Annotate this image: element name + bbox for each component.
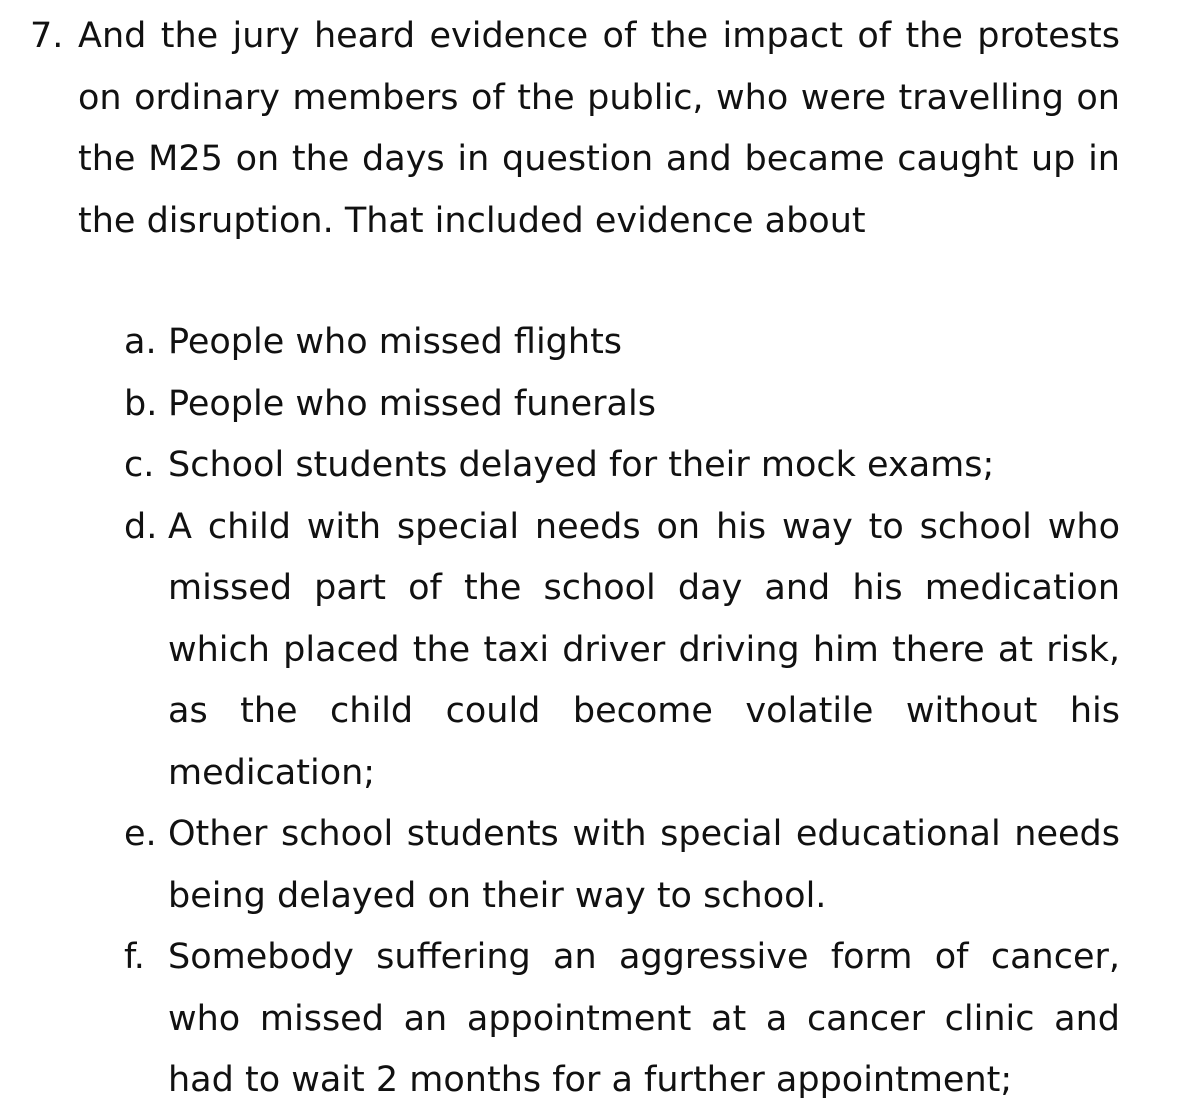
paragraph-number: 7.: [30, 16, 64, 56]
list-item-letter: a.: [124, 322, 157, 362]
list-item-a: [124, 312, 1120, 374]
list-item-c: [124, 435, 1120, 497]
list-item-letter: d.: [124, 506, 158, 547]
list-item-text: Other school students with special educational needs being delayed on their way to school.: [168, 814, 1120, 916]
evidence-list: [124, 312, 1120, 1112]
list-item-d: [124, 497, 1120, 805]
list-item-letter: b.: [124, 383, 158, 424]
list-item-letter: c.: [124, 445, 155, 485]
list-item-text: People who missed flights: [168, 322, 623, 362]
list-item-b: [124, 374, 1120, 436]
list-item-text: Somebody suffering an aggressive form of cancer, who missed an appointment at a cancer clinic and had to wait 2 months for a further appointment;: [168, 937, 1120, 1100]
paragraph-text: And the jury heard evidence of the impact of the protests on ordinary members of the public, who were travelling on the M25 on the days in question and became caught up in the disruption. That included evidence about: [78, 16, 1120, 241]
list-item-letter: e.: [124, 814, 157, 854]
paragraph-7: [30, 6, 1120, 252]
list-item-text: A child with special needs on his way to school who missed part of the school day and his medication which placed the taxi driver driving him there at risk, as the child could become volatile without his medication;: [168, 506, 1120, 793]
list-item-letter: f.: [124, 937, 145, 977]
paragraph-row: [30, 6, 1120, 252]
list-item-e: [124, 804, 1120, 927]
list-item-text: People who missed funerals: [168, 383, 656, 424]
list-item-text: School students delayed for their mock exams;: [168, 445, 995, 485]
list-item-f: [124, 927, 1120, 1112]
